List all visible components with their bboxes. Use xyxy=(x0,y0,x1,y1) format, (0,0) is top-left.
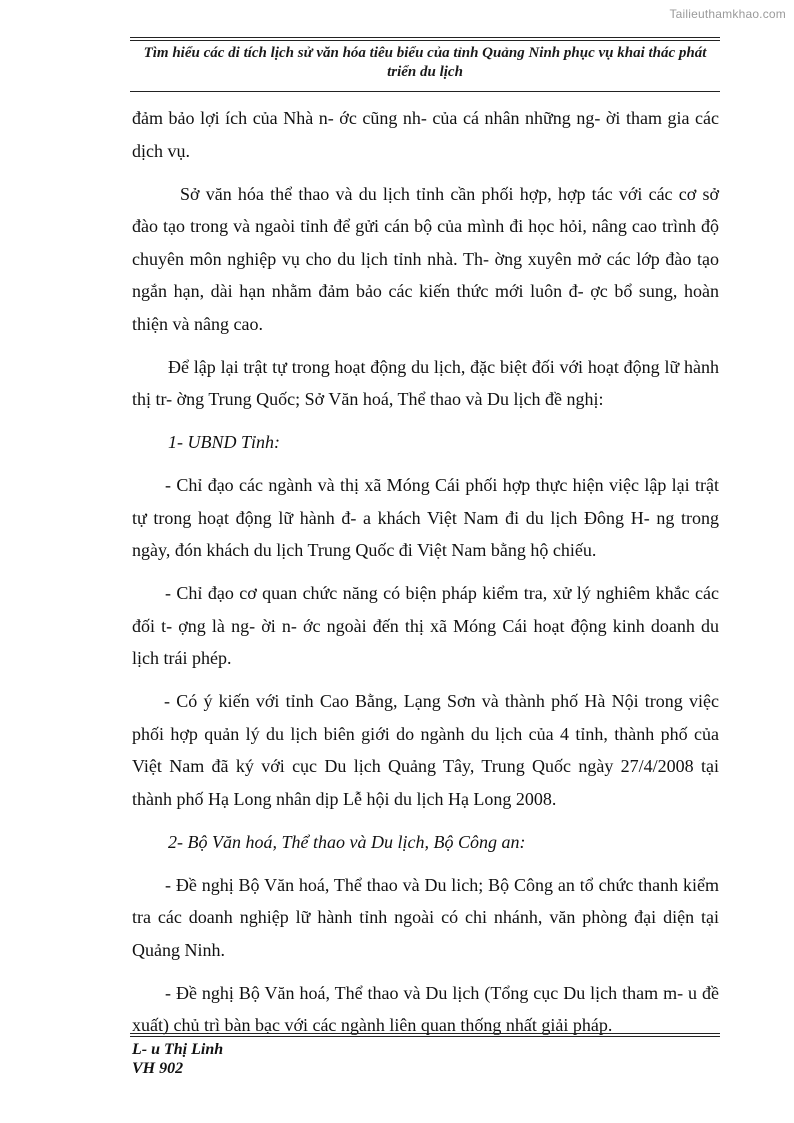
paragraph-ubnd-item-3: - Có ý kiến với tỉnh Cao Bằng, Lạng Sơn và thành phố Hà Nội trong việc phối hợp quản lý du lịch biên giới do ngành du lịch của 4 tỉnh, thành phố của Việt Nam đã ký với cục Du lịch Quảng Tây, Trung Quốc ngày 27/4/2008 tại thành phố Hạ Long nhân dịp Lễ hội du lịch Hạ Long 2008. xyxy=(132,691,719,809)
paragraph-ubnd-item-1: - Chỉ đạo các ngành và thị xã Móng Cái phối hợp thực hiện việc lập lại trật tự trong hoạt động lữ hành đ- a khách Việt Nam đi du lịch Đông H- ng trong ngày, đón khách du lịch Trung Quốc đi Việt Nam bằng hộ chiếu. xyxy=(132,475,719,560)
header-rule-bottom xyxy=(130,91,720,92)
footer-rule-inner xyxy=(130,1036,720,1037)
footer-class-code: VH 902 xyxy=(132,1060,184,1077)
paragraph-ministry-item-1: - Đề nghị Bộ Văn hoá, Thể thao và Du lich; Bộ Công an tổ chức thanh kiểm tra các doanh nghiệp lữ hành tỉnh ngoài có chi nhánh, văn phòng đại diện tại Quảng Ninh. xyxy=(132,874,719,960)
paragraph-training: Sở văn hóa thể thao và du lịch tỉnh cần phối hợp, hợp tác với các cơ sở đào tạo trong và ngaòi tỉnh để gửi cán bộ của mình đi học hỏi, nâng cao trình độ chuyên môn nghiệp vụ cho du lịch tỉnh nhà. Th- ờng xuyên mở các lớp đào tạo ngắn hạn, dài hạn nhằm đảm bảo các kiến thức mới luôn đ- ợc bổ sung, hoàn thiện và nâng cao. xyxy=(132,183,719,334)
paragraph-continuation: đảm bảo lợi ích của Nhà n- ớc cũng nh- của cá nhân những ng- ời tham gia các dịch vụ. xyxy=(132,108,719,161)
footer-author-name: L- u Thị Linh xyxy=(132,1041,224,1058)
header-rule-top xyxy=(130,37,720,38)
watermark: Tailieuthamkhao.com xyxy=(669,7,786,21)
paragraph-ministry-item-2: - Đề nghị Bộ Văn hoá, Thể thao và Du lịch (Tổng cục Du lịch tham m- u đề xuất) chủ trì bàn bạc với các ngành liên quan thống nhất giải pháp. xyxy=(132,982,719,1035)
section-heading-ministry: 2- Bộ Văn hoá, Thể thao và Du lịch, Bộ Công an: xyxy=(168,831,526,852)
footer-rule-top xyxy=(130,1033,720,1034)
document-body xyxy=(132,102,719,1052)
paragraph-ubnd-item-2: - Chỉ đạo cơ quan chức năng có biện pháp kiểm tra, xử lý nghiêm khắc các đối t- ợng là ng- ời n- ớc ngoài đến thị xã Móng Cái hoạt động kinh doanh du lịch trái phép. xyxy=(132,583,719,668)
section-heading-ubnd: 1- UBND Tỉnh: xyxy=(168,432,280,452)
paragraph-proposal-intro: Để lập lại trật tự trong hoạt động du lịch, đặc biệt đối với hoạt động lữ hành thị tr- ờng Trung Quốc; Sở Văn hoá, Thể thao và Du lịch đề nghị: xyxy=(132,356,719,409)
header-rule-top-inner xyxy=(130,40,720,41)
page-header-title: Tìm hiểu các di tích lịch sử văn hóa tiêu biểu của tỉnh Quảng Ninh phục vụ khai thác phát triển du lịch xyxy=(143,45,707,80)
